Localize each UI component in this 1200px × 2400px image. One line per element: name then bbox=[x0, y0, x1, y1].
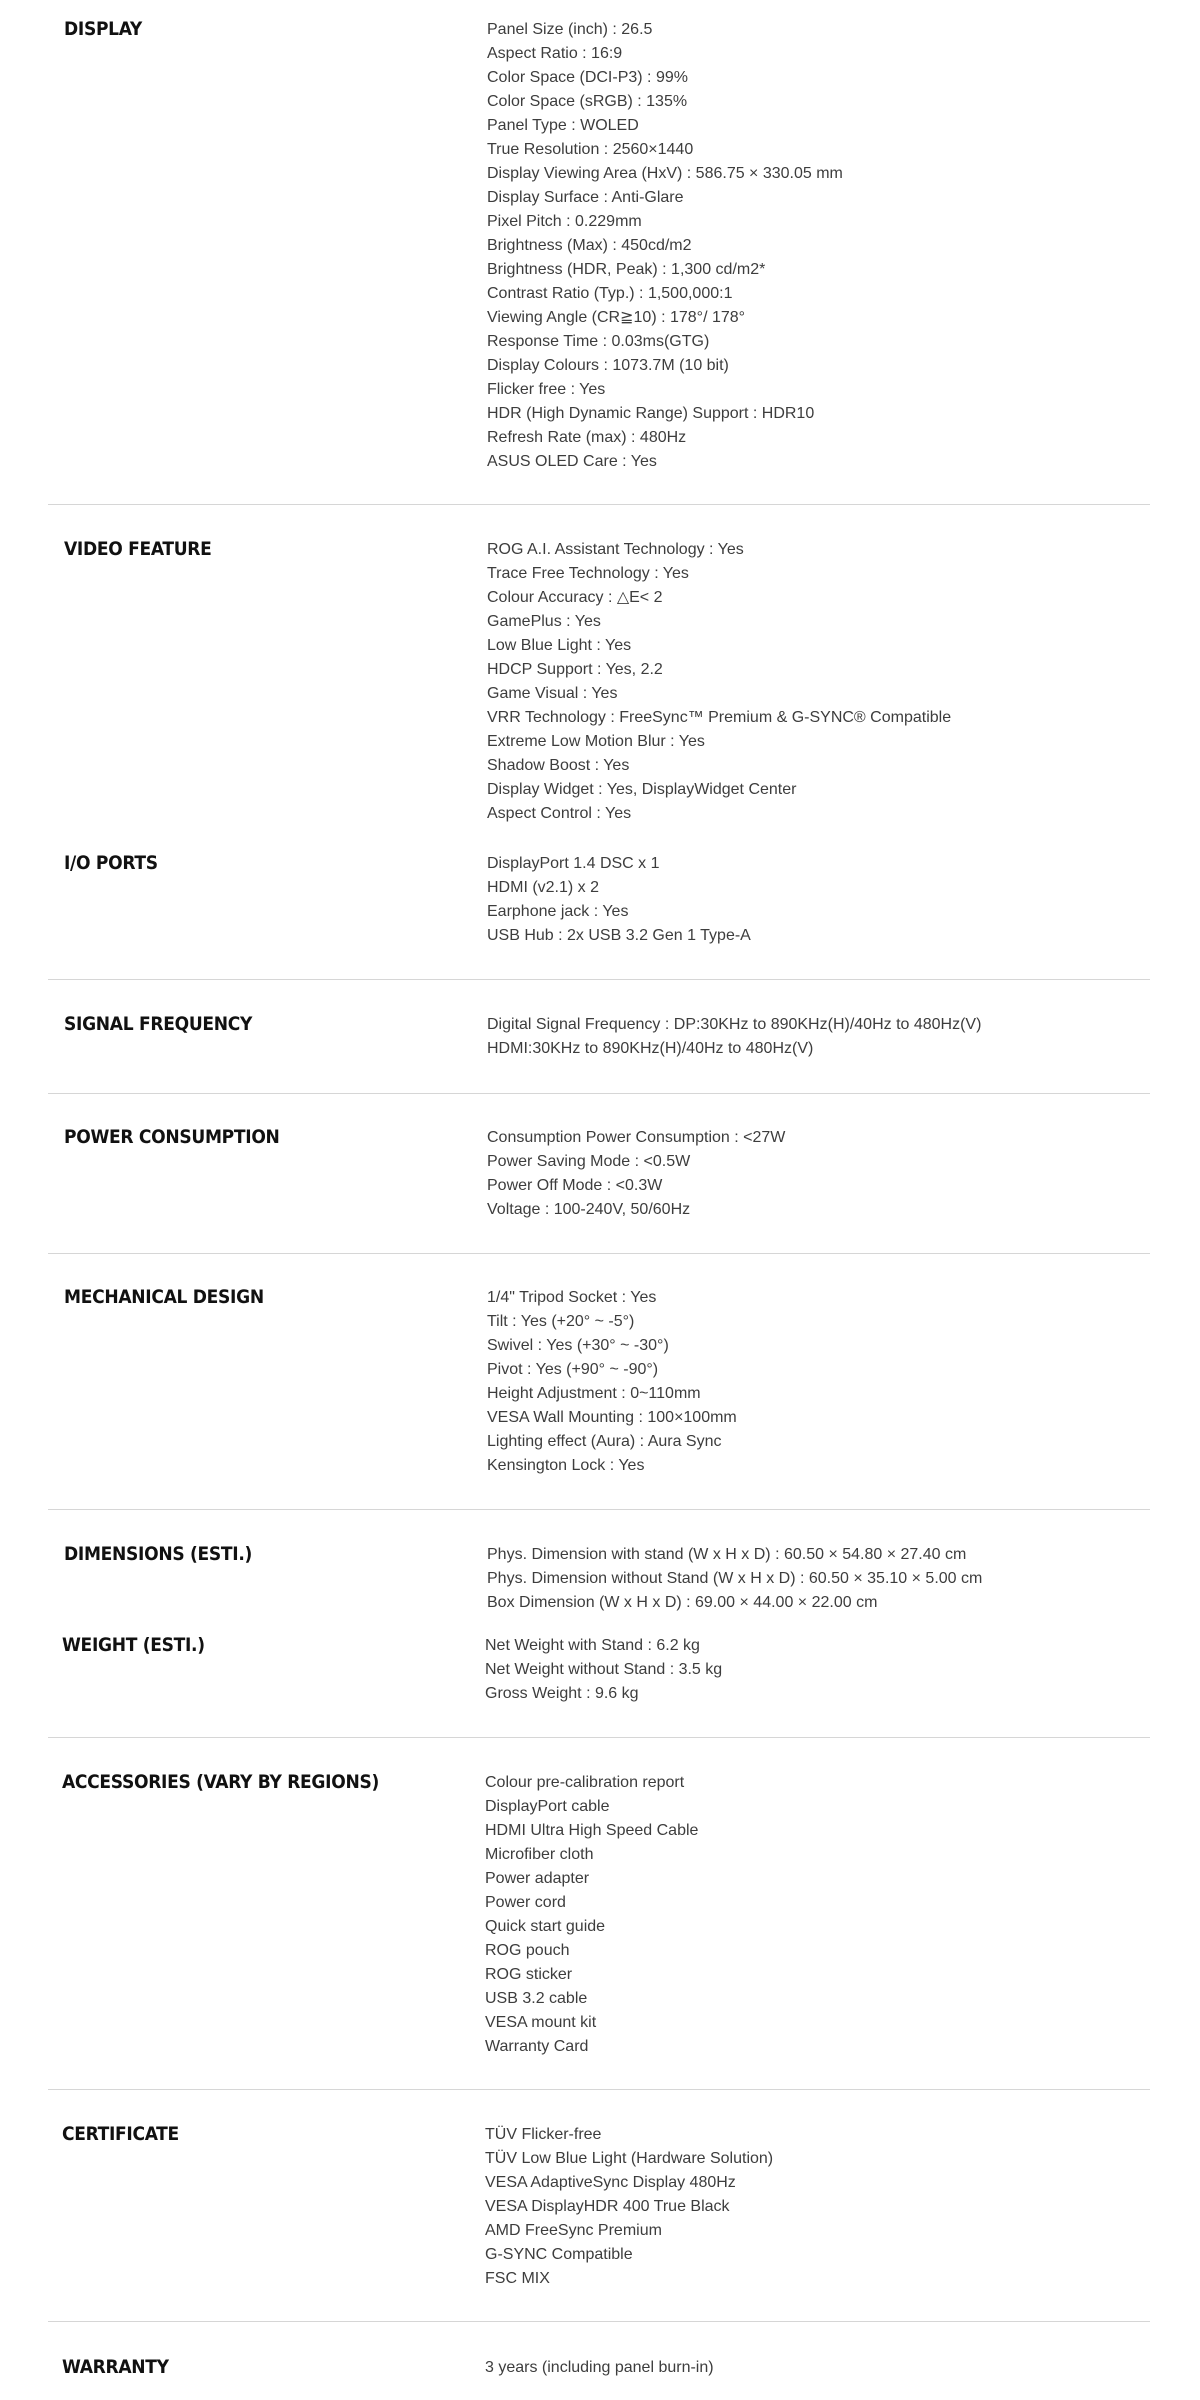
spec-line: Display Surface : Anti-Glare bbox=[487, 189, 684, 206]
spec-line: Lighting effect (Aura) : Aura Sync bbox=[487, 1433, 722, 1450]
section-heading: I/O PORTS bbox=[64, 852, 158, 874]
spec-line: ROG pouch bbox=[485, 1942, 570, 1959]
spec-line: Power Off Mode : <0.3W bbox=[487, 1177, 663, 1194]
spec-line: Colour Accuracy : △E< 2 bbox=[487, 589, 663, 606]
spec-line: Pivot : Yes (+90° ~ -90°) bbox=[487, 1361, 659, 1378]
spec-line: AMD FreeSync Premium bbox=[485, 2222, 662, 2239]
spec-line: Shadow Boost : Yes bbox=[487, 757, 630, 774]
spec-list bbox=[487, 852, 1127, 948]
spec-line: Box Dimension (W x H x D) : 69.00 × 44.00 × 22.00 cm bbox=[487, 1594, 878, 1611]
spec-line: HDMI (v2.1) x 2 bbox=[487, 879, 600, 896]
spec-line: Voltage : 100-240V, 50/60Hz bbox=[487, 1201, 691, 1218]
section-heading: CERTIFICATE bbox=[62, 2123, 179, 2145]
section-divider bbox=[48, 1737, 1150, 1738]
spec-line: Earphone jack : Yes bbox=[487, 903, 629, 920]
spec-list bbox=[487, 1126, 1127, 1222]
spec-line: Colour pre-calibration report bbox=[485, 1774, 685, 1791]
spec-line: Flicker free : Yes bbox=[487, 381, 606, 398]
section-divider bbox=[48, 2321, 1150, 2322]
spec-line: 3 years (including panel burn-in) bbox=[485, 2359, 714, 2376]
section-divider bbox=[48, 979, 1150, 980]
section-heading: DISPLAY bbox=[64, 18, 142, 40]
spec-list bbox=[487, 1013, 1127, 1061]
section-divider bbox=[48, 1093, 1150, 1094]
spec-line: Net Weight without Stand : 3.5 kg bbox=[485, 1661, 723, 1678]
section-heading: WARRANTY bbox=[62, 2356, 169, 2378]
spec-line: GamePlus : Yes bbox=[487, 613, 601, 630]
spec-line: ROG sticker bbox=[485, 1966, 573, 1983]
spec-line: Display Colours : 1073.7M (10 bit) bbox=[487, 357, 729, 374]
spec-line: Consumption Power Consumption : <27W bbox=[487, 1129, 786, 1146]
spec-line: Color Space (DCI-P3) : 99% bbox=[487, 69, 688, 86]
spec-line: Pixel Pitch : 0.229mm bbox=[487, 213, 642, 230]
spec-line: USB 3.2 cable bbox=[485, 1990, 588, 2007]
spec-list bbox=[485, 2356, 1125, 2380]
section-divider bbox=[48, 504, 1150, 505]
spec-list bbox=[485, 1634, 1125, 1706]
spec-line: Brightness (Max) : 450cd/m2 bbox=[487, 237, 692, 254]
spec-line: ASUS OLED Care : Yes bbox=[487, 453, 657, 470]
spec-line: Warranty Card bbox=[485, 2038, 589, 2055]
spec-line: Response Time : 0.03ms(GTG) bbox=[487, 333, 710, 350]
spec-line: True Resolution : 2560×1440 bbox=[487, 141, 694, 158]
spec-line: VRR Technology : FreeSync™ Premium & G-SYNC® Compatible bbox=[487, 709, 952, 726]
spec-line: Phys. Dimension with stand (W x H x D) : 60.50 × 54.80 × 27.40 cm bbox=[487, 1546, 967, 1563]
spec-line: VESA Wall Mounting : 100×100mm bbox=[487, 1409, 737, 1426]
spec-line: Phys. Dimension without Stand (W x H x D) : 60.50 × 35.10 × 5.00 cm bbox=[487, 1570, 983, 1587]
spec-line: G-SYNC Compatible bbox=[485, 2246, 633, 2263]
section-heading: SIGNAL FREQUENCY bbox=[64, 1013, 253, 1035]
spec-line: Panel Size (inch) : 26.5 bbox=[487, 21, 653, 38]
spec-line: VESA AdaptiveSync Display 480Hz bbox=[485, 2174, 736, 2191]
spec-line: Tilt : Yes (+20° ~ -5°) bbox=[487, 1313, 635, 1330]
spec-list bbox=[485, 1771, 1125, 2059]
spec-line: Microfiber cloth bbox=[485, 1846, 594, 1863]
spec-line: VESA mount kit bbox=[485, 2014, 597, 2031]
spec-line: Color Space (sRGB) : 135% bbox=[487, 93, 688, 110]
spec-line: 1/4" Tripod Socket : Yes bbox=[487, 1289, 657, 1306]
spec-line: Refresh Rate (max) : 480Hz bbox=[487, 429, 687, 446]
spec-line: Contrast Ratio (Typ.) : 1,500,000:1 bbox=[487, 285, 733, 302]
spec-line: Power adapter bbox=[485, 1870, 590, 1887]
spec-line: Brightness (HDR, Peak) : 1,300 cd/m2* bbox=[487, 261, 766, 278]
spec-list bbox=[485, 2123, 1125, 2291]
spec-line: Gross Weight : 9.6 kg bbox=[485, 1685, 639, 1702]
spec-line: Quick start guide bbox=[485, 1918, 606, 1935]
spec-line: Display Widget : Yes, DisplayWidget Center bbox=[487, 781, 797, 798]
spec-line: Aspect Ratio : 16:9 bbox=[487, 45, 623, 62]
spec-line: Height Adjustment : 0~110mm bbox=[487, 1385, 701, 1402]
spec-line: USB Hub : 2x USB 3.2 Gen 1 Type-A bbox=[487, 927, 751, 944]
spec-list bbox=[487, 1543, 1127, 1615]
spec-line: Trace Free Technology : Yes bbox=[487, 565, 689, 582]
section-divider bbox=[48, 1509, 1150, 1510]
spec-list bbox=[487, 1286, 1127, 1478]
spec-line: Net Weight with Stand : 6.2 kg bbox=[485, 1637, 700, 1654]
spec-line: HDMI Ultra High Speed Cable bbox=[485, 1822, 699, 1839]
spec-line: HDR (High Dynamic Range) Support : HDR10 bbox=[487, 405, 815, 422]
spec-line: Swivel : Yes (+30° ~ -30°) bbox=[487, 1337, 669, 1354]
spec-line: HDCP Support : Yes, 2.2 bbox=[487, 661, 663, 678]
spec-line: Display Viewing Area (HxV) : 586.75 × 330.05 mm bbox=[487, 165, 843, 182]
spec-list bbox=[487, 538, 1127, 826]
spec-line: Kensington Lock : Yes bbox=[487, 1457, 645, 1474]
spec-line: Extreme Low Motion Blur : Yes bbox=[487, 733, 705, 750]
section-divider bbox=[48, 1253, 1150, 1254]
spec-line: Power cord bbox=[485, 1894, 566, 1911]
spec-line: Panel Type : WOLED bbox=[487, 117, 639, 134]
spec-line: Digital Signal Frequency : DP:30KHz to 890KHz(H)/40Hz to 480Hz(V) bbox=[487, 1016, 982, 1033]
spec-line: DisplayPort 1.4 DSC x 1 bbox=[487, 855, 660, 872]
section-heading: WEIGHT (ESTI.) bbox=[62, 1634, 205, 1656]
spec-line: Viewing Angle (CR≧10) : 178°/ 178° bbox=[487, 309, 746, 326]
spec-line: VESA DisplayHDR 400 True Black bbox=[485, 2198, 730, 2215]
spec-line: Low Blue Light : Yes bbox=[487, 637, 632, 654]
spec-line: DisplayPort cable bbox=[485, 1798, 610, 1815]
section-divider bbox=[48, 2089, 1150, 2090]
section-heading: MECHANICAL DESIGN bbox=[64, 1286, 264, 1308]
spec-line: Game Visual : Yes bbox=[487, 685, 618, 702]
spec-line: FSC MIX bbox=[485, 2270, 550, 2287]
spec-line: TÜV Low Blue Light (Hardware Solution) bbox=[485, 2150, 774, 2167]
spec-line: Power Saving Mode : <0.5W bbox=[487, 1153, 691, 1170]
spec-line: HDMI:30KHz to 890KHz(H)/40Hz to 480Hz(V) bbox=[487, 1040, 814, 1057]
section-heading: DIMENSIONS (ESTI.) bbox=[64, 1543, 253, 1565]
section-heading: ACCESSORIES (VARY BY REGIONS) bbox=[62, 1771, 379, 1793]
section-heading: POWER CONSUMPTION bbox=[64, 1126, 280, 1148]
section-heading: VIDEO FEATURE bbox=[64, 538, 212, 560]
spec-line: TÜV Flicker-free bbox=[485, 2126, 602, 2143]
spec-list bbox=[487, 18, 1127, 474]
spec-line: Aspect Control : Yes bbox=[487, 805, 632, 822]
spec-line: ROG A.I. Assistant Technology : Yes bbox=[487, 541, 744, 558]
